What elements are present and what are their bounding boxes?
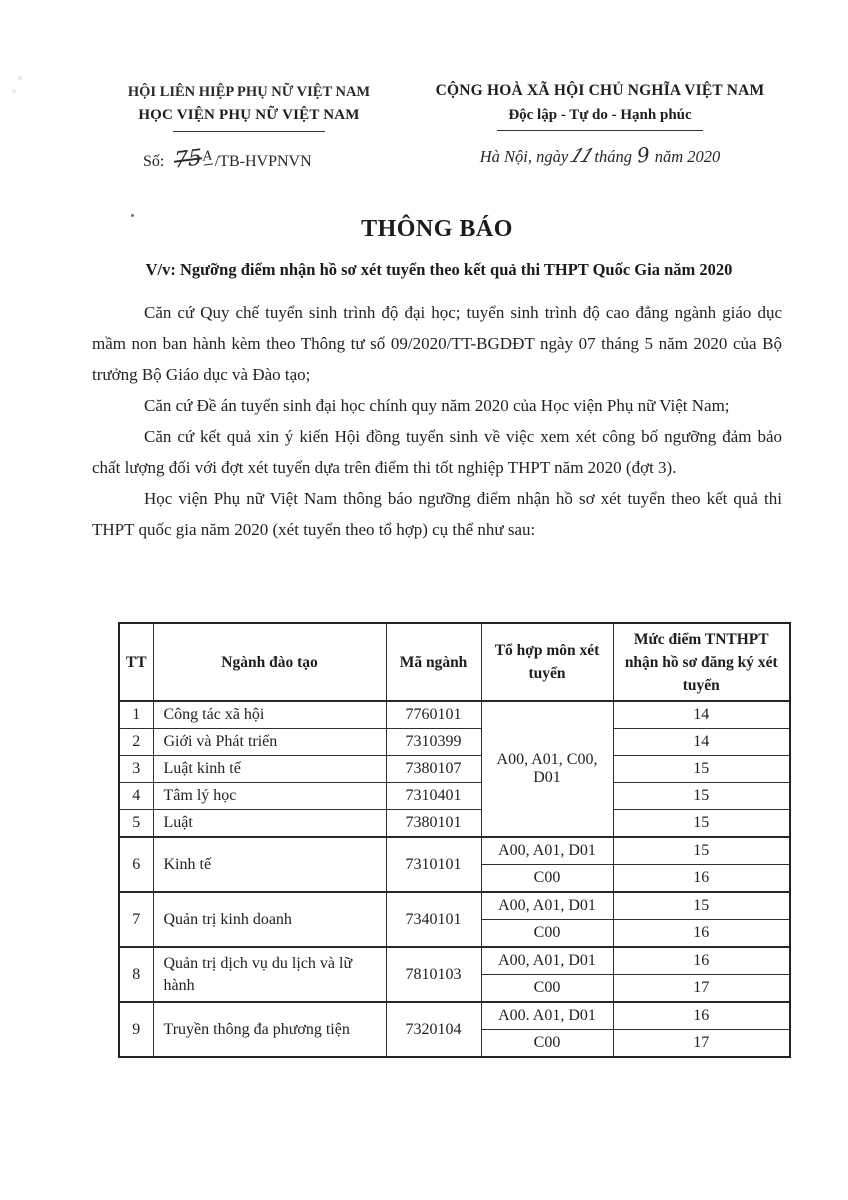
cell-nganh: Công tác xã hội (153, 701, 386, 729)
date-month-handwritten: 9 (635, 142, 651, 168)
cell-nganh: Truyền thông đa phương tiện (153, 1002, 386, 1057)
scan-speck (12, 89, 16, 93)
cell-nganh: Giới và Phát triển (153, 729, 386, 756)
cell-tt: 2 (119, 729, 153, 756)
table-header-row (119, 623, 790, 701)
col-header-tt: TT (119, 623, 153, 701)
scan-speck (131, 214, 134, 217)
table-row (119, 947, 790, 975)
cell-ma: 7310101 (386, 837, 481, 892)
cell-combo: A00, A01, D01 (481, 837, 613, 865)
cell-combo: C00 (481, 1030, 613, 1058)
cell-ma: 7320104 (386, 1002, 481, 1057)
table-row (119, 783, 790, 810)
cell-tt: 5 (119, 810, 153, 838)
cell-combo: A00, A01, D01 (481, 947, 613, 975)
issuing-org-block (85, 84, 413, 132)
motto-line2: Độc lập - Tự do - Hạnh phúc (508, 107, 692, 123)
col-header-ma-nganh: Mã ngành (386, 623, 481, 701)
col-header-muc-diem: Mức điểm TNTHPT nhận hồ sơ đăng ký xét tuyển (613, 623, 790, 701)
motto-line1: CỘNG HOÀ XÃ HỘI CHỦ NGHĨA VIỆT NAM (435, 82, 765, 99)
table-row (119, 810, 790, 838)
cell-tt: 8 (119, 947, 153, 1002)
table-row (119, 701, 790, 729)
document-subject: V/v: Ngưỡng điểm nhận hồ sơ xét tuyển theo kết quả thi THPT Quốc Gia năm 2020 (145, 260, 733, 279)
national-motto-block (418, 82, 782, 131)
cell-combo: A00. A01, D01 (481, 1002, 613, 1030)
document-title: THÔNG BÁO (361, 216, 513, 242)
cell-diem: 16 (613, 920, 790, 948)
cell-nganh: Quản trị kinh doanh (153, 892, 386, 947)
cell-diem: 14 (613, 701, 790, 729)
org-name: HỌC VIỆN PHỤ NỮ VIỆT NAM (138, 107, 360, 123)
table-row (119, 729, 790, 756)
date-day-handwritten: 11 (566, 145, 596, 167)
cell-ma: 7760101 (386, 701, 481, 729)
cell-tt: 1 (119, 701, 153, 729)
cell-diem: 16 (613, 1002, 790, 1030)
document-number-label: Số: (143, 153, 165, 170)
table-row (119, 892, 790, 920)
cell-diem: 16 (613, 865, 790, 893)
col-header-to-hop: Tổ hợp môn xét tuyển (481, 623, 613, 701)
cell-diem: 15 (613, 837, 790, 865)
date-middle: tháng (594, 147, 632, 166)
cell-nganh: Tâm lý học (153, 783, 386, 810)
admission-score-table (118, 622, 791, 1058)
document-number-handwritten: 75 (174, 145, 203, 174)
paragraph-announcement: Học viện Phụ nữ Việt Nam thông báo ngưỡng điểm nhận hồ sơ xét tuyển theo kết quả thi THPT quốc gia năm 2020 (xét tuyển theo tổ hợp) cụ thể như sau: (92, 489, 782, 539)
date-prefix: Hà Nội, ngày (479, 147, 569, 166)
document-number-line (143, 147, 312, 172)
cell-diem: 16 (613, 947, 790, 975)
cell-nganh: Luật (153, 810, 386, 838)
cell-combo: C00 (481, 975, 613, 1003)
cell-ma: 7310401 (386, 783, 481, 810)
cell-tt: 6 (119, 837, 153, 892)
cell-ma: 7380107 (386, 756, 481, 783)
table-row (119, 756, 790, 783)
cell-ma: 7310399 (386, 729, 481, 756)
cell-diem: 17 (613, 975, 790, 1003)
cell-nganh: Kinh tế (153, 837, 386, 892)
cell-combo-merged: A00, A01, C00, D01 (481, 701, 613, 837)
date-line (424, 143, 776, 167)
paragraph-legal-basis-3: Căn cứ kết quả xin ý kiến Hội đồng tuyển sinh về việc xem xét công bố ngưỡng đảm bảo chất lượng đối với đợt xét tuyển dựa trên điểm thi tốt nghiệp THPT năm 2020 (đợt 3). (92, 427, 782, 477)
cell-diem: 15 (613, 810, 790, 838)
table-row (119, 837, 790, 865)
cell-ma: 7380101 (386, 810, 481, 838)
document-body (92, 297, 782, 545)
org-parent-name: HỘI LIÊN HIỆP PHỤ NỮ VIỆT NAM (127, 84, 371, 100)
cell-tt: 4 (119, 783, 153, 810)
scan-speck (18, 76, 22, 80)
cell-ma: 7340101 (386, 892, 481, 947)
col-header-nganh: Ngành đào tạo (153, 623, 386, 701)
cell-combo: A00, A01, D01 (481, 892, 613, 920)
paragraph-legal-basis-1: Căn cứ Quy chế tuyển sinh trình độ đại học; tuyển sinh trình độ cao đẳng ngành giáo dục mầm non ban hành kèm theo Thông tư số 09/2020/TT-BGDĐT ngày 07 tháng 5 năm 2020 của Bộ trưởng Bộ Giáo dục và Đào tạo; (92, 303, 782, 384)
cell-diem: 15 (613, 783, 790, 810)
cell-ma: 7810103 (386, 947, 481, 1002)
date-suffix: năm 2020 (654, 147, 721, 166)
table-row (119, 1002, 790, 1030)
cell-diem: 15 (613, 892, 790, 920)
motto-underline (497, 130, 703, 131)
cell-nganh: Luật kinh tế (153, 756, 386, 783)
cell-diem: 17 (613, 1030, 790, 1058)
document-number-suffix: /TB-HVPNVN (214, 153, 312, 170)
cell-combo: C00 (481, 865, 613, 893)
cell-nganh: Quản trị dịch vụ du lịch và lữ hành (153, 947, 386, 1002)
paragraph-legal-basis-2: Căn cứ Đề án tuyển sinh đại học chính quy năm 2020 của Học viện Phụ nữ Việt Nam; (144, 396, 730, 415)
cell-diem: 15 (613, 756, 790, 783)
cell-tt: 3 (119, 756, 153, 783)
org-underline (173, 131, 325, 132)
cell-tt: 9 (119, 1002, 153, 1057)
cell-diem: 14 (613, 729, 790, 756)
cell-tt: 7 (119, 892, 153, 947)
cell-combo: C00 (481, 920, 613, 948)
document-number-superscript: A (202, 148, 214, 165)
